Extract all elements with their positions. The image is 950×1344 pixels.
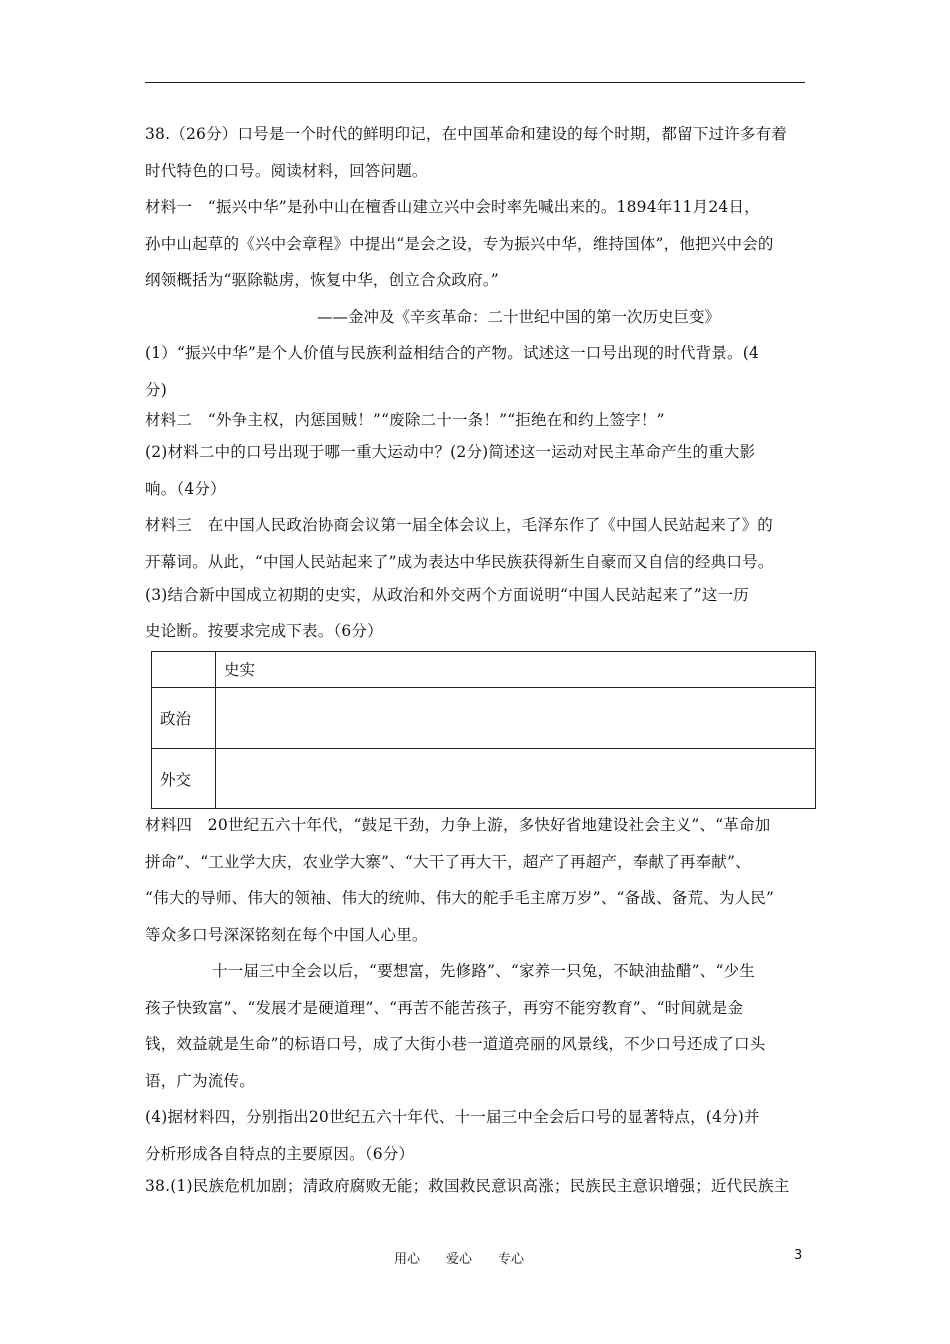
footer-motto: 用心 爱心 专心 xyxy=(394,1252,525,1267)
question1-line-2: 分) xyxy=(145,381,167,399)
answer1-line: 38.(1)民族危机加剧；清政府腐败无能；救国救民意识高涨；民族民主意识增强；近代民族主 xyxy=(145,1177,790,1195)
material4-line-1: 材料四 20世纪五六十年代，“鼓足干劲，力争上游，多快好省地建设社会主义”、“革命加 xyxy=(145,816,771,834)
question2-line-1: (2)材料二中的口号出现于哪一重大运动中？(2分)简述这一运动对民主革命产生的重大影 xyxy=(145,443,756,461)
material4-line-4: 等众多口号深深铭刻在每个中国人心里。 xyxy=(145,926,428,944)
table-label-politics: 政治 xyxy=(152,688,216,749)
question4-line-1: (4)据材料四，分别指出20世纪五六十年代、十一届三中全会后口号的显著特点，(4分)并 xyxy=(145,1108,760,1126)
answer-table xyxy=(151,651,816,809)
question3-line-1: (3)结合新中国成立初期的史实，从政治和外交两个方面说明“中国人民站起来了”这一历 xyxy=(145,586,750,604)
material2: 材料二 “外争主权，内惩国贼！”“废除二十一条！”“拒绝在和约上签字！” xyxy=(145,411,665,429)
question1-line-1: (1）“振兴中华”是个人价值与民族利益相结合的产物。试述这一口号出现的时代背景。(4 xyxy=(145,344,760,362)
material1-line-2: 孙中山起草的《兴中会章程》中提出“是会之设，专为振兴中华，维持国体”，他把兴中会的 xyxy=(145,235,774,253)
q38-intro-line-2: 时代特色的口号。阅读材料，回答问题。 xyxy=(145,162,428,180)
question2-line-2: 响。（4分） xyxy=(145,480,226,498)
material4b-line-4: 语，广为流传。 xyxy=(145,1072,255,1090)
table-label-diplomacy: 外交 xyxy=(152,749,216,809)
question3-line-2: 史论断。按要求完成下表。（6分） xyxy=(145,622,383,640)
material4b-line-3: 钱，效益就是生命”的标语口号，成了大街小巷一道道亮丽的风景线，不少口号还成了口头 xyxy=(145,1035,766,1053)
material1-line-3: 纲领概括为“驱除鞑虏，恢复中华，创立合众政府。” xyxy=(145,271,499,289)
material4b-line-1: 十一届三中全会以后，“要想富，先修路”、“家养一只兔，不缺油盐醋”、“少生 xyxy=(212,962,756,980)
material4-line-3: “伟大的导师、伟大的领袖、伟大的统帅、伟大的舵手毛主席万岁”、“备战、备荒、为人民” xyxy=(145,889,775,907)
header-rule xyxy=(145,82,805,83)
q38-intro-line-1: 38.（26分）口号是一个时代的鲜明印记，在中国革命和建设的每个时期，都留下过许多有着 xyxy=(145,125,787,143)
table-header-history-facts: 史实 xyxy=(216,652,816,688)
table-row-politics xyxy=(152,688,816,749)
material4-line-2: 拼命”、“工业学大庆，农业学大寨”、“大干了再大干，超产了再超产，奉献了再奉献”、 xyxy=(145,853,751,871)
material3-line-1: 材料三 在中国人民政治协商会议第一届全体会议上，毛泽东作了《中国人民站起来了》的 xyxy=(145,516,774,534)
page-number: 3 xyxy=(794,1248,803,1263)
question4-line-2: 分析形成各自特点的主要原因。（6分） xyxy=(145,1145,415,1163)
material4b-line-2: 孩子快致富”、“发展才是硬道理”、“再苦不能苦孩子，再穷不能穷教育”、“时间就是金 xyxy=(145,999,744,1017)
table-header-empty-cell xyxy=(152,652,216,688)
material1-line-1: 材料一 “振兴中华”是孙中山在檀香山建立兴中会时率先喊出来的。1894年11月24日， xyxy=(145,198,760,216)
table-answer-politics[interactable] xyxy=(216,688,816,749)
material3-line-2: 开幕词。从此，“中国人民站起来了”成为表达中华民族获得新生自豪而又自信的经典口号。 xyxy=(145,553,774,571)
table-answer-diplomacy[interactable] xyxy=(216,749,816,809)
material1-source: ——金冲及《辛亥革命：二十世纪中国的第一次历史巨变》 xyxy=(316,308,720,326)
table-row-diplomacy xyxy=(152,749,816,809)
table-header-row xyxy=(152,652,816,688)
